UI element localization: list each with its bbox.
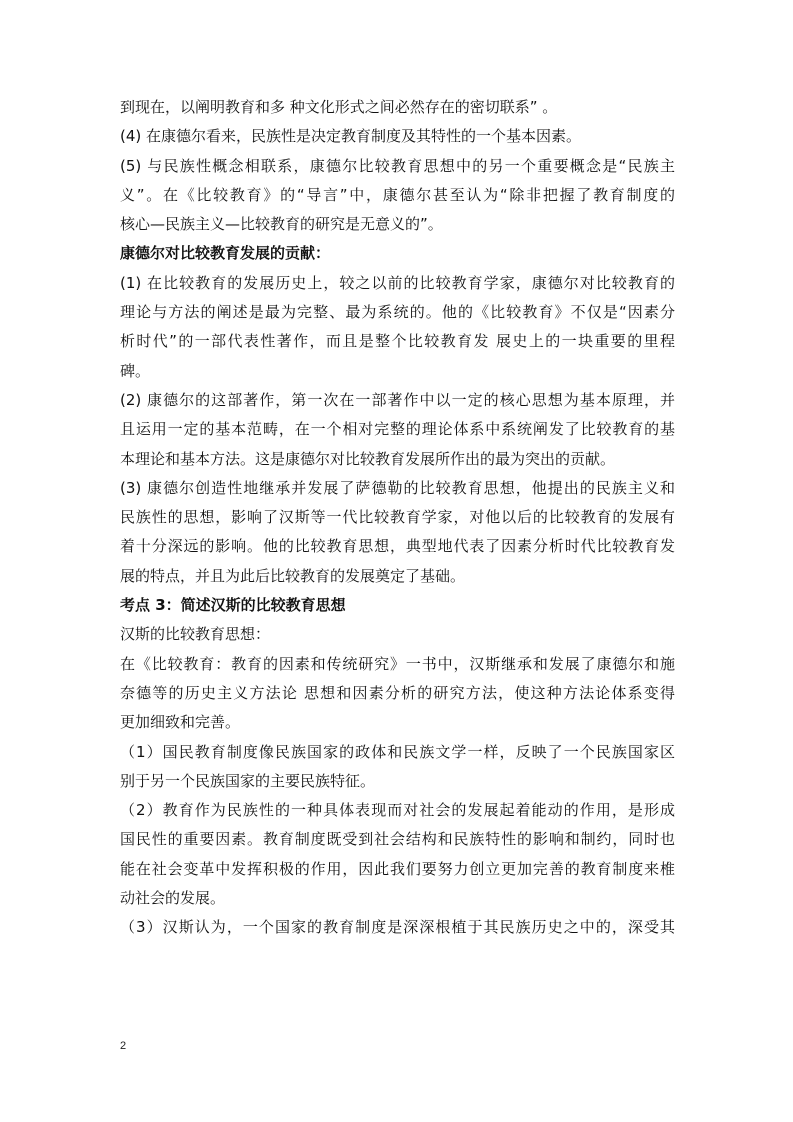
body-text-line: 动社会的发展。: [120, 889, 226, 908]
body-text-line: 理论与方法的阐述是最为完整、最为系统的。他的《比较教育》不仅是“因素分: [120, 303, 675, 322]
body-text-line: 展的特点，并且为此后比较教育的发展奠定了基础。: [120, 566, 466, 585]
body-text-line: 析时代”的一部代表性著作，而且是整个比较教育发 展史上的一块重要的里程: [120, 332, 675, 351]
page-number: 2: [120, 1040, 127, 1052]
body-text-line: 义”。在《比较教育》的“导言”中，康德尔甚至认为“除非把握了教育制度的: [120, 185, 675, 204]
body-text-line: （3）汉斯认为，一个国家的教育制度是深深根植于其民族历史之中的，深受其: [120, 918, 675, 937]
body-text-line: 民族性的思想，影响了汉斯等一代比较教育学家，对他以后的比较教育的发展有: [120, 508, 675, 527]
body-text-line: 在《比较教育：教育的因素和传统研究》一书中，汉斯继承和发展了康德尔和施: [120, 654, 675, 673]
body-text-line: 国民性的重要因素。教育制度既受到社会结构和民族特性的影响和制约，同时也: [120, 830, 675, 849]
body-text-line: 别于另一个民族国家的主要民族特征。: [120, 771, 376, 790]
body-text-line: 核心—民族主义—比较教育的研究是无意义的”。: [120, 215, 443, 234]
body-text-line: 更加细致和完善。: [120, 713, 241, 732]
body-text-line: (3) 康德尔创造性地继承并发展了萨德勒的比较教育思想，他提出的民族主义和: [120, 478, 675, 497]
body-text-line: （2）教育作为民族性的一种具体表现而对社会的发展起着能动的作用，是形成: [120, 801, 675, 820]
body-text-line: (5) 与民族性概念相联系，康德尔比较教育思想中的另一个重要概念是“民族主: [120, 156, 675, 175]
body-text-line: 到现在，以阐明教育和多 种文化形式之间必然存在的密切联系” 。: [120, 98, 558, 116]
body-text-line: 汉斯的比较教育思想：: [120, 625, 271, 644]
body-text-line: 且运用一定的基本范畴，在一个相对完整的理论体系中系统阐发了比较教育的基: [120, 420, 675, 439]
body-text-line: (2) 康德尔的这部著作，第一次在一部著作中以一定的核心思想为基本原理，并: [120, 390, 675, 409]
body-text-line: (4) 在康德尔看来，民族性是决定教育制度及其特性的一个基本因素。: [120, 127, 582, 146]
body-text-line: 本理论和基本方法。这是康德尔对比较教育发展所作出的最为突出的贡献。: [120, 449, 616, 468]
body-text-line: （1）国民教育制度像民族国家的政体和民族文学一样，反映了一个民族国家区: [120, 742, 675, 761]
body-text-line: 奈德等的历史主义方法论 思想和因素分析的研究方法，使这种方法论体系变得: [120, 683, 675, 702]
body-text-line: 着十分深远的影响。他的比较教育思想，典型地代表了因素分析时代比较教育发: [120, 537, 675, 556]
document-body: [120, 93, 675, 943]
section-heading: 康德尔对比较教育发展的贡献：: [120, 244, 331, 263]
section-heading: 考点 3：简述汉斯的比较教育思想: [120, 596, 346, 615]
body-text-line: 碑。: [120, 361, 151, 380]
body-text-line: 能在社会变革中发挥积极的作用，因此我们要努力创立更加完善的教育制度来椎: [120, 859, 675, 878]
body-text-line: (1) 在比较教育的发展历史上，较之以前的比较教育学家，康德尔对比较教育的: [120, 273, 675, 292]
